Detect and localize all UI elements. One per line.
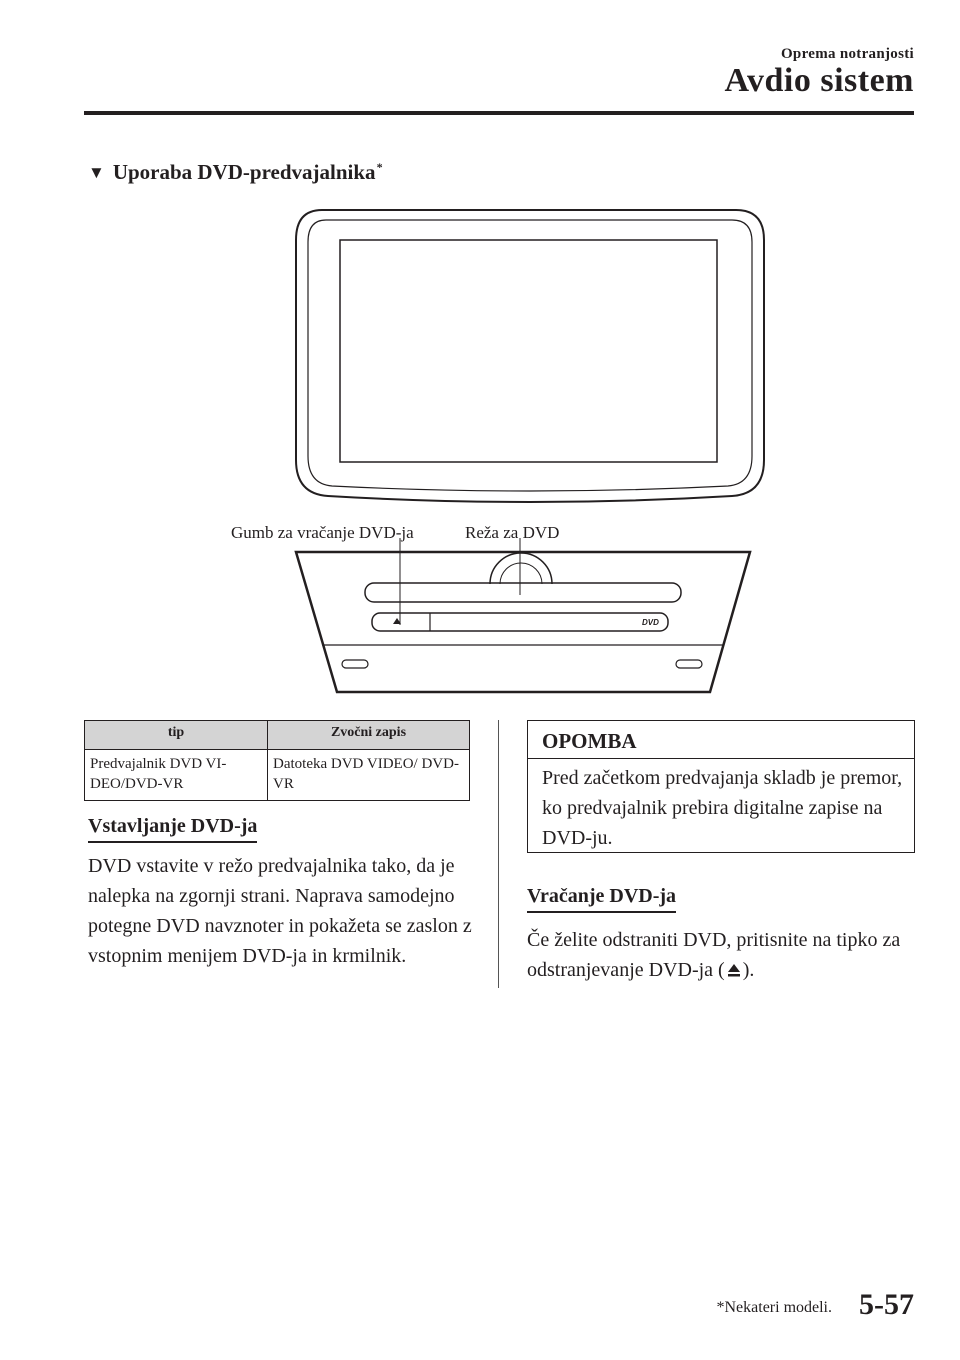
- eject-icon: [726, 962, 742, 978]
- column-divider: [498, 720, 499, 988]
- table-cell: Predvajalnik DVD VI-DEO/DVD-VR: [85, 750, 268, 801]
- note-title: OPOMBA: [528, 721, 914, 759]
- display-screen-illustration: [296, 210, 764, 502]
- insert-heading: Vstavljanje DVD-ja: [88, 815, 257, 843]
- section-title: [88, 160, 383, 185]
- triangle-bullet-icon: ▼: [88, 163, 105, 182]
- header-title: Avdio sistem: [724, 62, 914, 99]
- eject-button-label: Gumb za vračanje DVD-ja: [231, 523, 414, 542]
- dvd-slot-label: Reža za DVD: [465, 523, 560, 542]
- note-text: Pred začetkom predvajanja skladb je premor, ko predvajalnik prebira digitalne zapise na DVD-ju.: [542, 767, 903, 849]
- section-title-text: Uporaba DVD-predvajalnika: [112, 160, 376, 184]
- format-table: [84, 720, 470, 801]
- table-header-row: [85, 721, 470, 750]
- footnote: *Nekateri modeli.: [716, 1299, 832, 1316]
- section-title-asterisk: *: [376, 160, 383, 174]
- table-cell: Datoteka DVD VIDEO/ DVD-VR: [268, 750, 470, 801]
- eject-text-after: ).: [742, 959, 755, 981]
- dvd-logo: DVD: [642, 618, 659, 627]
- note-box: [527, 720, 915, 853]
- eject-paragraph: [527, 925, 917, 985]
- table-row: [85, 750, 470, 801]
- dvd-player-diagram: [0, 200, 960, 700]
- header-rule: [84, 111, 914, 115]
- page-number: 5-57: [859, 1288, 914, 1321]
- header-subtitle: Oprema notranjosti: [780, 46, 914, 62]
- table-header-cell: Zvočni zapis: [268, 721, 470, 750]
- eject-heading: Vračanje DVD-ja: [527, 885, 676, 913]
- insert-paragraph: DVD vstavite v režo predvajalnika tako, da je nalepka na zgornji strani. Naprava samodejno potegne DVD navznoter in pokažeta se zaslon z vstopnim menijem DVD-ja in krmilnik.: [88, 855, 472, 967]
- eject-text-before: Če želite odstraniti DVD, pritisnite na tipko za odstranjevanje DVD-ja (: [527, 929, 901, 981]
- table-header-cell: tip: [85, 721, 268, 750]
- dvd-unit-illustration: [296, 538, 750, 692]
